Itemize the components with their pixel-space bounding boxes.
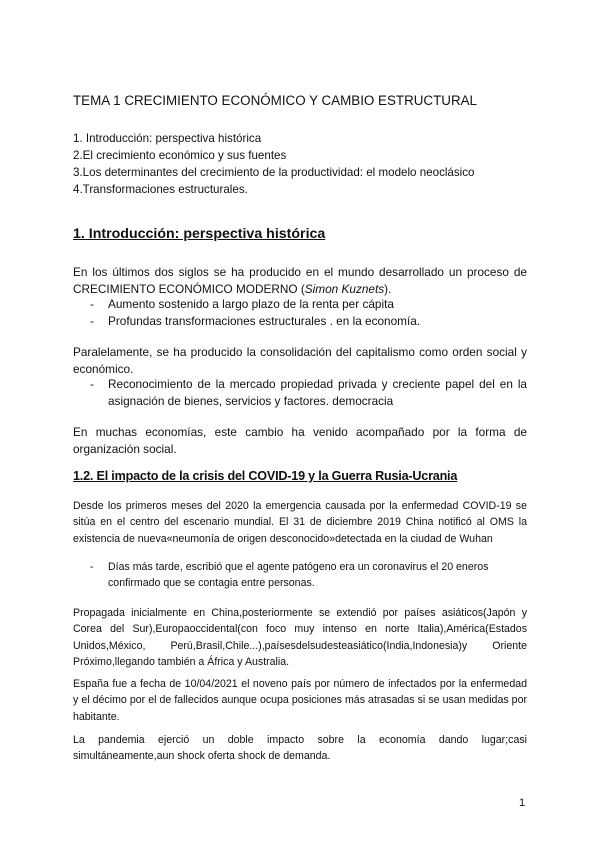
section-heading: 1. Introducción: perspectiva histórica [73, 226, 326, 242]
paragraph-text: En los últimos dos siglos se ha producido en el mundo desarrollado un proceso de CRECIMIENTO ECONÓMICO MODERNO ( [73, 265, 527, 296]
toc-item: 2.El crecimiento económico y sus fuentes [73, 149, 287, 162]
paragraph [73, 264, 527, 298]
list-item: - Reconocimiento de la mercado propiedad privada y creciente papel del en la asignación de bienes, servicios y factores. democracia [90, 377, 527, 408]
dash-marker: - [90, 561, 94, 573]
bullet-list [73, 296, 527, 330]
bullet-list [73, 559, 527, 592]
toc-item: 3.Los determinantes del crecimiento de la productividad: el modelo neoclásico [73, 166, 475, 179]
dash-marker: - [90, 297, 94, 311]
paragraph: En muchas economías, este cambio ha venido acompañado por la forma de organización social. [73, 425, 527, 456]
paragraph-end: ). [384, 282, 392, 296]
table-of-contents [73, 130, 527, 198]
subsection-heading: 1.2. El impacto de la crisis del COVID-19 y la Guerra Rusia-Ucrania [73, 469, 458, 483]
page-number: 1 [519, 797, 526, 809]
paragraph: La pandemia ejerció un doble impacto sobre la economía dando lugar;casi simultáneamente,aun shock oferta shock de demanda. [73, 734, 527, 763]
paragraph: España fue a fecha de 10/04/2021 el noveno país por número de infectados por la enfermedad y el décimo por el de fallecidos aunque ocupa posiciones más atrasadas si se usan medidas por habitante. [73, 678, 527, 723]
dash-marker: - [90, 314, 94, 328]
toc-item: 4.Transformaciones estructurales. [73, 183, 248, 196]
author-name: Simon Kuznets [304, 282, 385, 296]
dash-marker: - [90, 377, 94, 391]
list-item: - Profundas transformaciones estructurales . en la economía. [90, 314, 421, 328]
list-item: - Aumento sostenido a largo plazo de la renta per cápita [90, 297, 394, 311]
list-item: - Días más tarde, escribió que el agente patógeno era un coronavirus el 20 eneros confirmado que se contagia entre personas. [90, 561, 489, 590]
paragraph: Propagada inicialmente en China,posteriormente se extendió por países asiáticos(Japón y Corea del Sur),Europaoccidental(con foco muy intenso en norte Italia),América(Estados Unidos,México, Perú,Brasil,Chile...),paísesdelsudesteasiático(India,Indonesia)y Oriente Próximo,llegando también a África y Australia. [73, 607, 527, 669]
paragraph: Desde los primeros meses del 2020 la emergencia causada por la enfermedad COVID-19 se sitúa en el centro del escenario mundial. El 31 de diciembre 2019 China notificó al OMS la existencia de nueva«neumonía de origen desconocido»detectada en la ciudad de Wuhan [73, 500, 527, 545]
paragraph: Paralelamente, se ha producido la consolidación del capitalismo como orden social y económico. [73, 345, 527, 376]
bullet-list [73, 376, 527, 410]
document-title: TEMA 1 CRECIMIENTO ECONÓMICO Y CAMBIO ESTRUCTURAL [73, 93, 478, 108]
toc-item: 1. Introducción: perspectiva histórica [73, 132, 262, 145]
